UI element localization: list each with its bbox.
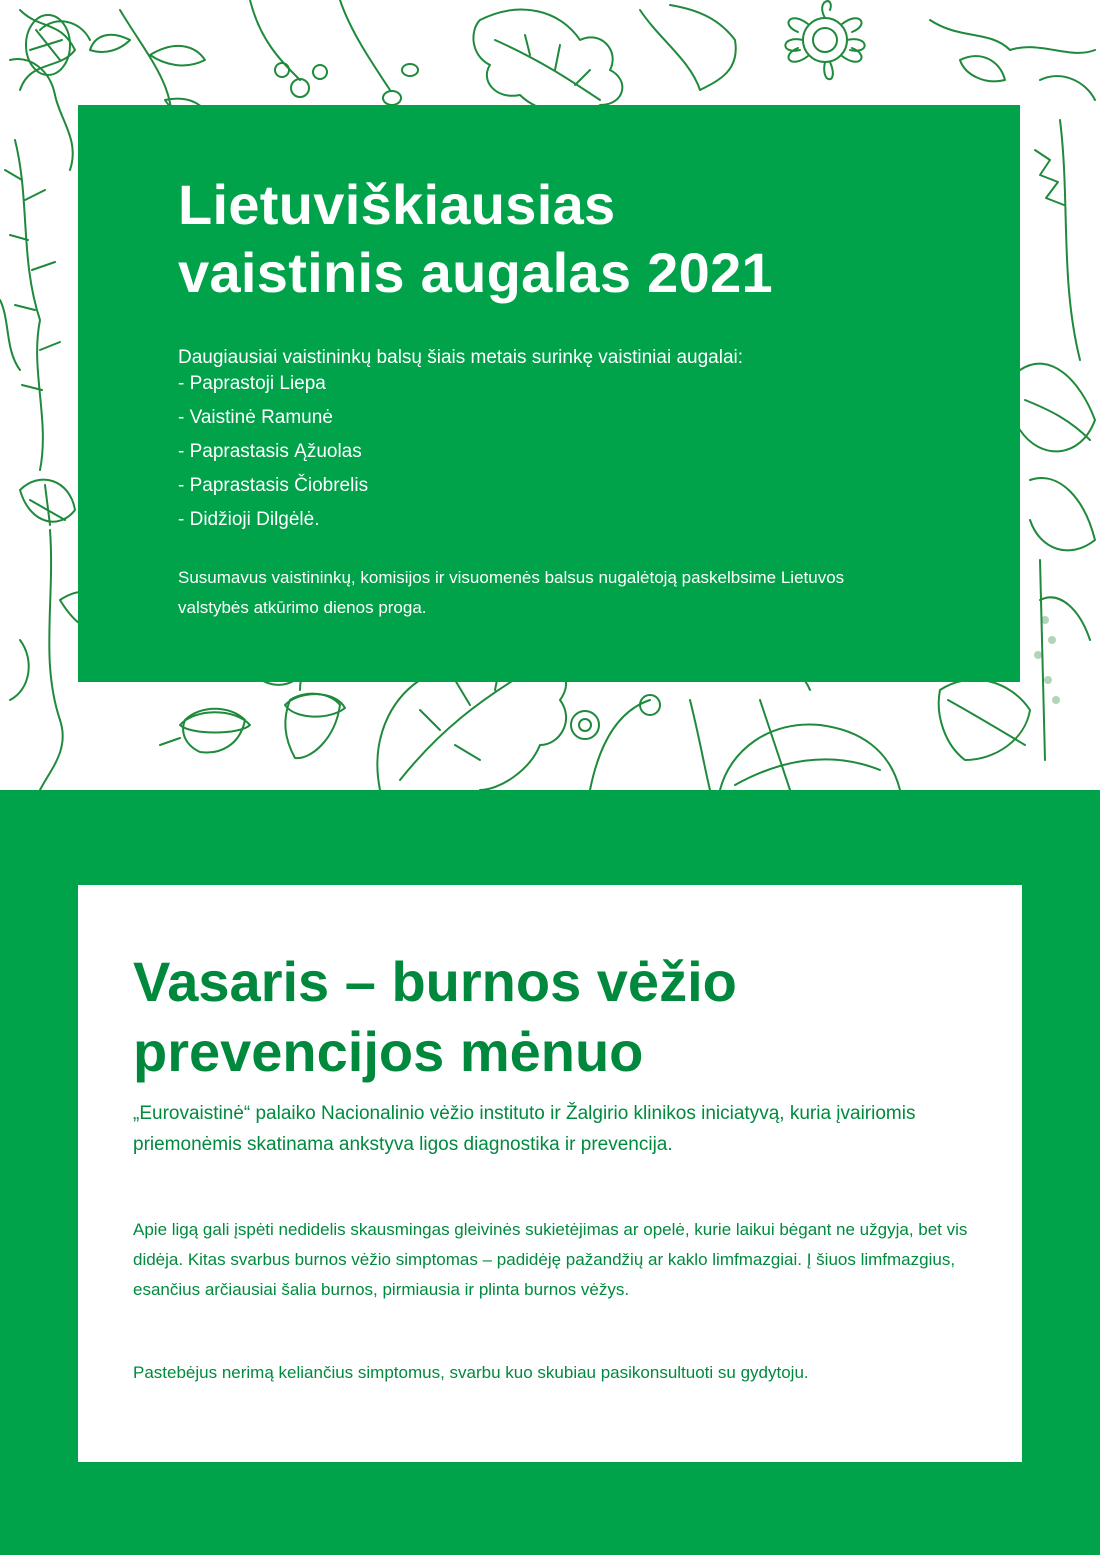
leaf-illustration bbox=[473, 5, 735, 114]
nettle-illustration bbox=[1007, 120, 1095, 760]
card-closing: Pastebėjus nerimą keliančius simptomus, svarbu kuo skubiau pasikonsultuoti su gydytoju. bbox=[133, 1363, 809, 1382]
card-lead: „Eurovaistinė“ palaiko Nacionalinio vėžio instituto ir Žalgirio klinikos iniciatyvą, kuria įvairiomis priemonėmis skatinama ankstyva ligos diagnostika ir prevencija. bbox=[133, 1103, 916, 1155]
hero-title bbox=[178, 171, 773, 307]
info-section bbox=[0, 790, 1100, 1555]
list-item: - Vaistinė Ramunė bbox=[178, 407, 333, 428]
card-title bbox=[133, 947, 737, 1087]
list-item: - Paprastasis Čiobrelis bbox=[178, 475, 369, 496]
list-item: - Didžioji Dilgėlė. bbox=[178, 509, 320, 530]
card-title-line2: prevencijos mėnuo bbox=[133, 1020, 644, 1083]
list-item: - Paprastasis Ąžuolas bbox=[178, 441, 362, 462]
card-body: Apie ligą gali įspėti nedidelis skausmingas gleivinės sukietėjimas ar opelė, kurie laikui bėgant ne užgyja, bet vis didėja. Kitas svarbus burnos vėžio simptomas – padidėję pažandžių ar kaklo limfmazgiai. Į šiuos limfmazgius, esančius arčiausiai šalia burnos, pirmiausia ir plinta burnos vėžys. bbox=[133, 1220, 968, 1299]
daisy-illustration bbox=[785, 1, 864, 79]
hero-intro: Daugiausiai vaistininkų balsų šiais metais surinkę vaistiniai augalai: bbox=[178, 347, 744, 368]
hero-title-line2: vaistinis augalas 2021 bbox=[178, 241, 773, 304]
info-card bbox=[78, 885, 1022, 1462]
hero-title-line1: Lietuviškiausias bbox=[178, 173, 616, 236]
plant-list bbox=[178, 367, 368, 537]
card-title-line1: Vasaris – burnos vėžio bbox=[133, 950, 737, 1013]
hero-note: Susumavus vaistininkų, komisijos ir visuomenės balsus nugalėtoją paskelbsime Lietuvos valstybės atkūrimo dienos proga. bbox=[178, 568, 845, 617]
list-item: - Paprastoji Liepa bbox=[178, 373, 326, 394]
hero-panel bbox=[78, 105, 1020, 682]
